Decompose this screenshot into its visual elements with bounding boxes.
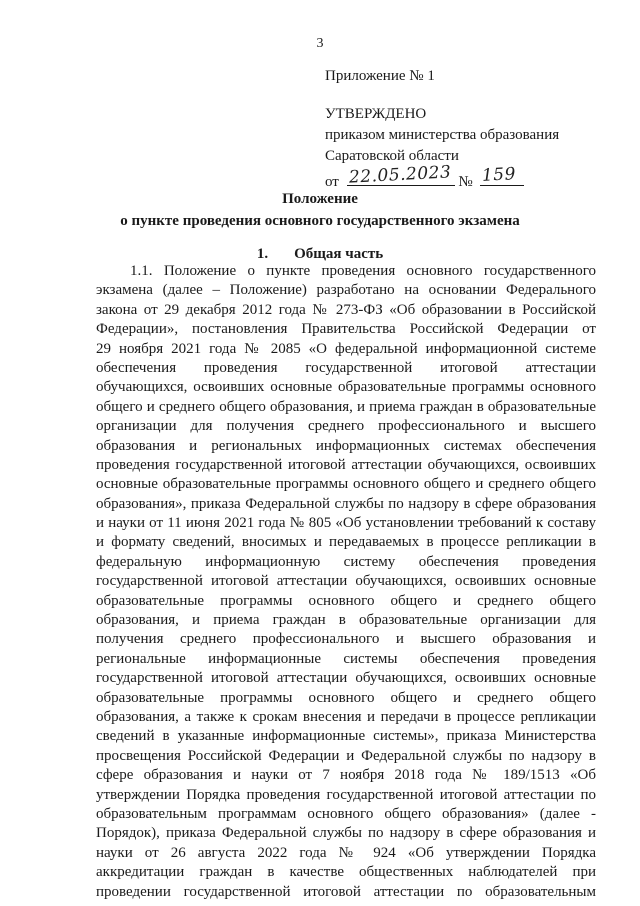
section-number: 1. (256, 246, 269, 262)
paragraph-line: 29 ноября 2021 года № 2085 «О федеральной информационной системе (96, 340, 596, 357)
paragraph-line: Порядок), приказа Федеральной службы по надзору в сфере образования и (96, 825, 596, 842)
paragraph-line: организации для получения среднего профессионального и высшего (96, 418, 596, 435)
order-line-2: Саратовской области (325, 148, 459, 164)
page-number: 3 (316, 36, 324, 51)
paragraph-line: экзамена (далее – Положение) разработано на основании Федерального (96, 282, 596, 299)
paragraph-line: 1.1. Положение о пункте проведения основного государственного (130, 263, 596, 279)
paragraph-line: основные образовательные программы основного общего и среднего общего (96, 476, 596, 493)
paragraph-line: образования», приказа Федеральной службы по надзору в сфере образования (96, 495, 596, 512)
paragraph-line: науки от 26 августа 2022 года № 924 «Об утверждении Порядка (96, 844, 596, 861)
title-line-2: о пункте проведения основного государственного экзамена (120, 213, 520, 229)
paragraph-line: образования, и приема граждан в образовательные организации для (96, 612, 596, 629)
approved-label: УТВЕРЖДЕНО (325, 106, 427, 122)
paragraph-line: образовательные программы основного общего и среднего общего (96, 689, 596, 706)
paragraph-line: получения среднего профессионального и высшего образования и (96, 631, 596, 648)
document-title (0, 188, 640, 232)
paragraph-line: просвещения Российской Федерации и Федеральной службы по надзору в (96, 747, 596, 764)
paragraph-line: и формату сведений, вносимых и передаваемых в процессе репликации в (96, 534, 596, 551)
number-prefix: № (458, 174, 473, 190)
paragraph-line: сфере образования и науки от 7 ноября 2018 года № 189/1513 «Об (96, 767, 596, 784)
paragraph-line: региональные информационные системы обеспечения проведения (96, 650, 596, 667)
approval-block (325, 66, 559, 193)
paragraph-line: государственной итоговой аттестации обучающихся, освоивших основные (96, 670, 596, 687)
paragraph-line: общего и среднего общего образования, и приема граждан в образовательные (96, 398, 596, 415)
paragraph-line: обеспечения проведения государственной итоговой аттестации (96, 359, 596, 376)
paragraph-line: образования и региональных информационных системах обеспечения (96, 437, 596, 454)
paragraph-line: утверждении Порядка проведения государственной итоговой аттестации по (96, 786, 596, 803)
paragraph-line: Федерации», постановления Правительства Российской Федерации от (96, 321, 596, 338)
paragraph-line: сведений в указанные информационные системы», приказа Министерства (96, 728, 596, 745)
paragraph-line: государственной итоговой аттестации обучающихся, освоивших основные (96, 573, 596, 590)
paragraph-line: образовательным программам основного общего образования» (далее - (96, 805, 596, 822)
handwritten-number: 159 (481, 164, 517, 186)
paragraph-line: проведения государственной итоговой аттестации обучающихся, освоивших (96, 456, 596, 473)
paragraph-line: закона от 29 декабря 2012 года № 273-ФЗ «Об образовании в Российской (96, 301, 596, 318)
paragraph-line: обучающихся, освоивших основные образовательные программы основного (96, 379, 596, 396)
paragraph-line: образования, а также к срокам внесения и передачи в процессе репликации (96, 708, 596, 725)
paragraph-line: проведении государственной итоговой аттестации по образовательным (96, 883, 596, 900)
date-prefix: от (325, 174, 339, 190)
order-line-1: приказом министерства образования (325, 127, 560, 143)
number-underline (480, 164, 524, 186)
handwritten-date: 22.05.2023 (348, 162, 452, 188)
section-title: Общая часть (294, 246, 384, 262)
paragraph-line: федеральную информационную систему обеспечения проведения (96, 553, 596, 570)
paragraph-line: и науки от 11 июня 2021 года № 805 «Об установлении требований к составу (96, 515, 596, 532)
section-heading (0, 246, 640, 263)
title-line-1: Положение (282, 191, 358, 207)
date-underline (347, 162, 455, 188)
paragraph-line: образовательные программы основного общего и среднего общего (96, 592, 596, 609)
annex-label: Приложение № 1 (325, 68, 435, 84)
paragraph-1-1 (96, 262, 596, 902)
paragraph-line: аккредитации граждан в качестве общественных наблюдателей при (96, 864, 596, 881)
